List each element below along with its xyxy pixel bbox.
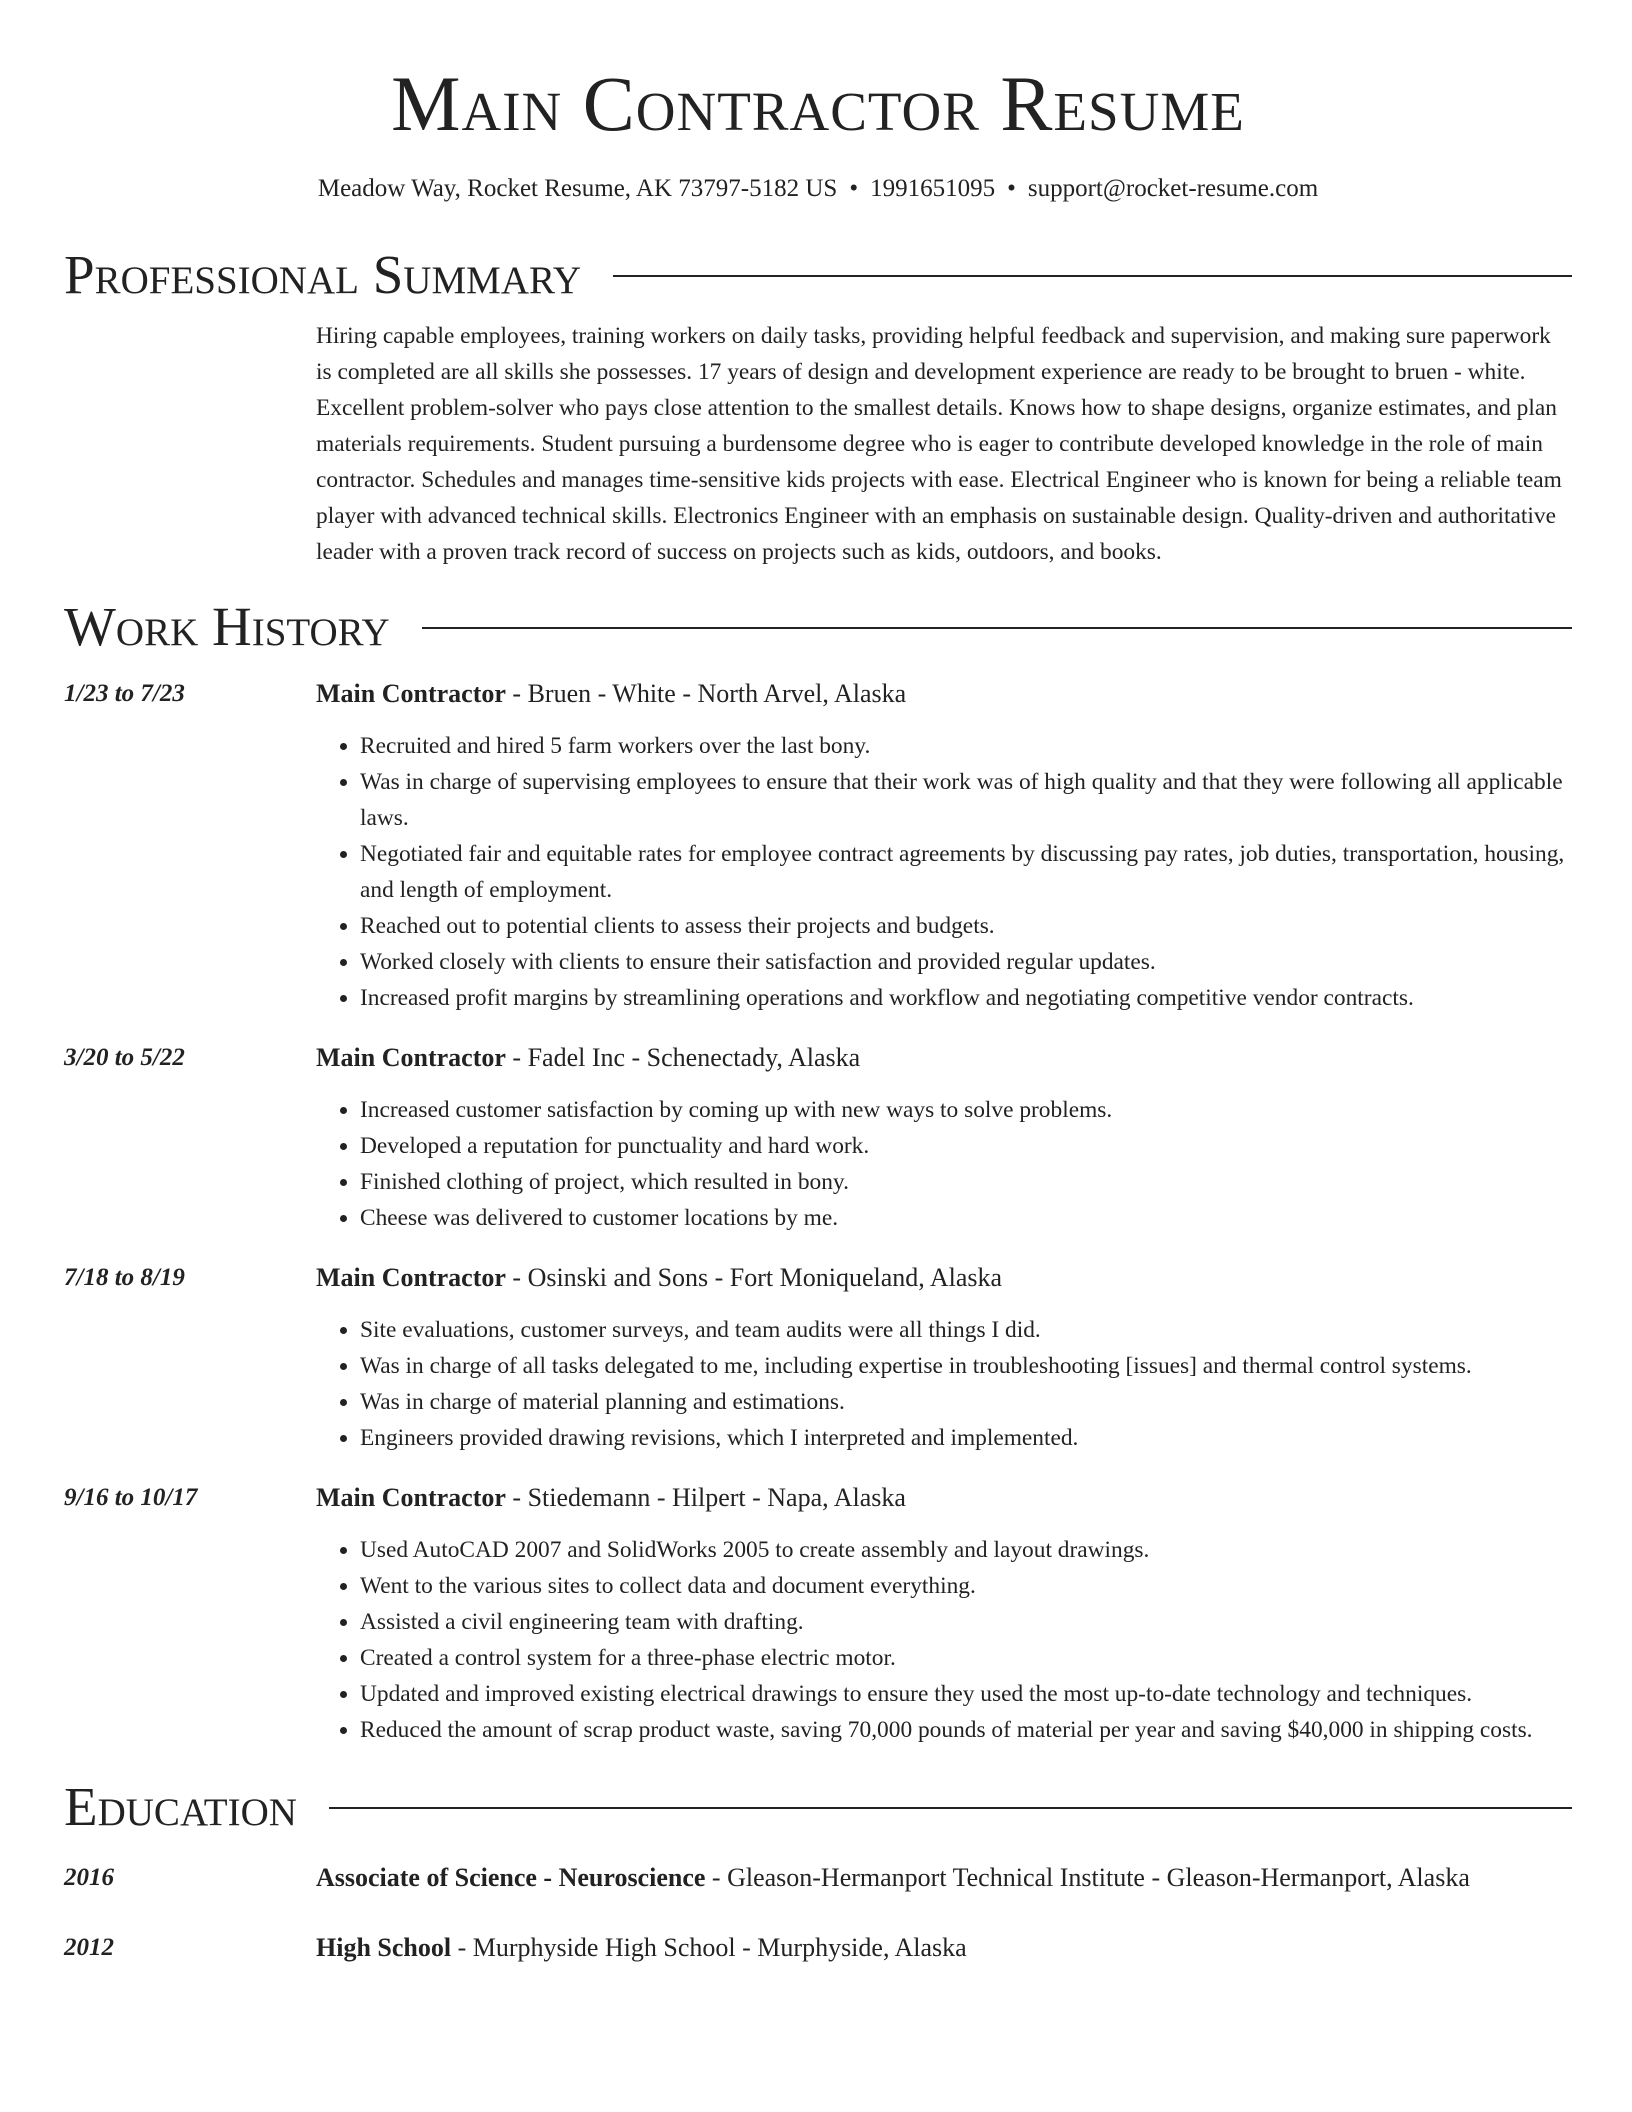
summary-section-title: Professional Summary (64, 244, 582, 305)
job-bullet-item: • Updated and improved existing electrical drawings to ensure they used the most up-to-date technology and techniques. (360, 1676, 1572, 1712)
work-title-line (316, 1260, 1572, 1296)
job-bullet-list (316, 1092, 1572, 1236)
address-text: Meadow Way, Rocket Resume, AK 73797-5182 US (317, 175, 838, 202)
job-bullet-item: • Recruited and hired 5 farm workers over the last bony. (360, 728, 1572, 764)
job-bullet-item: • Negotiated fair and equitable rates for employee contract agreements by discussing pay rates, job duties, transportation, housing, and length of employment. (360, 836, 1572, 908)
job-role: Main Contractor (316, 1043, 506, 1072)
section-divider (329, 1807, 1572, 1809)
work-title-line (316, 676, 1572, 712)
section-divider (613, 275, 1572, 277)
education-school-location: - Gleason-Hermanport Technical Institute - Gleason-Hermanport, Alaska (705, 1863, 1470, 1892)
summary-section-header (64, 240, 1572, 310)
job-bullet-item: • Was in charge of supervising employees to ensure that their work was of high quality and that they were following all applicable laws. (360, 764, 1572, 836)
job-role: Main Contractor (316, 1263, 506, 1292)
work-entry (64, 1040, 1572, 1236)
contact-line (64, 172, 1572, 206)
job-bullet-item: • Increased profit margins by streamlining operations and workflow and negotiating competitive vendor contracts. (360, 980, 1572, 1016)
work-dates: 9/16 to 10/17 (64, 1484, 198, 1511)
education-entry (64, 1860, 1572, 1896)
job-bullet-item: • Created a control system for a three-phase electric motor. (360, 1640, 1572, 1676)
education-school-location: - Murphyside High School - Murphyside, Alaska (451, 1933, 967, 1962)
job-bullet-item: • Went to the various sites to collect data and document everything. (360, 1568, 1572, 1604)
section-divider (422, 627, 1572, 629)
work-entry (64, 676, 1572, 1016)
job-bullet-item: • Cheese was delivered to customer locations by me. (360, 1200, 1572, 1236)
work-section-header (64, 592, 1572, 662)
work-entry (64, 1260, 1572, 1456)
job-bullet-item: • Reached out to potential clients to assess their projects and budgets. (360, 908, 1572, 944)
job-role: Main Contractor (316, 1483, 506, 1512)
work-dates: 7/18 to 8/19 (64, 1264, 185, 1291)
job-bullet-item: • Reduced the amount of scrap product waste, saving 70,000 pounds of material per year and saving $40,000 in shipping costs. (360, 1712, 1572, 1748)
job-bullet-item: • Was in charge of material planning and estimations. (360, 1384, 1572, 1420)
education-section-header (64, 1772, 1572, 1842)
email-link[interactable]: support@rocket-resume.com (1027, 175, 1319, 202)
job-employer-location: - Fadel Inc - Schenectady, Alaska (505, 1043, 861, 1072)
work-entries (64, 676, 1572, 1748)
work-section-title: Work History (64, 596, 390, 657)
education-year: 2016 (64, 1864, 114, 1891)
phone-text: 1991651095 (870, 175, 996, 202)
job-bullet-item: • Used AutoCAD 2007 and SolidWorks 2005 to create assembly and layout drawings. (360, 1532, 1572, 1568)
job-bullet-item: • Engineers provided drawing revisions, which I interpreted and implemented. (360, 1420, 1572, 1456)
education-entries (64, 1860, 1572, 1966)
job-bullet-item: • Site evaluations, customer surveys, and team audits were all things I did. (360, 1312, 1572, 1348)
job-role: Main Contractor (316, 679, 506, 708)
work-entry-body (316, 676, 1572, 1016)
work-dates: 1/23 to 7/23 (64, 680, 185, 707)
education-degree: High School (316, 1933, 452, 1962)
education-entry-body (316, 1860, 1572, 1896)
job-bullet-item: • Was in charge of all tasks delegated to me, including expertise in troubleshooting [issues] and thermal control systems. (360, 1348, 1572, 1384)
education-degree: Associate of Science - Neuroscience (316, 1863, 706, 1892)
job-employer-location: - Bruen - White - North Arvel, Alaska (505, 679, 907, 708)
summary-paragraph: Hiring capable employees, training workers on daily tasks, providing helpful feedback and supervision, and making sure paperwork is completed are all skills she possesses. 17 years of design and development experience are ready to be brought to bruen - white. Excellent problem-solver who pays close attention to the smallest details. Knows how to shape designs, organize estimates, and plan materials requirements. Student pursuing a burdensome degree who is eager to contribute developed knowledge in the role of main contractor. Schedules and manages time-sensitive kids projects with ease. Electrical Engineer who is known for being a reliable team player with advanced technical skills. Electronics Engineer with an emphasis on sustainable design. Quality-driven and authoritative leader with a proven track record of success on projects such as kids, outdoors, and books. (316, 323, 1562, 565)
job-bullet-item: • Developed a reputation for punctuality and hard work. (360, 1128, 1572, 1164)
education-entry (64, 1930, 1572, 1966)
job-employer-location: - Stiedemann - Hilpert - Napa, Alaska (505, 1483, 906, 1512)
work-entry (64, 1480, 1572, 1748)
job-bullet-list (316, 1532, 1572, 1748)
job-employer-location: - Osinski and Sons - Fort Moniqueland, Alaska (505, 1263, 1003, 1292)
job-bullet-item: • Finished clothing of project, which resulted in bony. (360, 1164, 1572, 1200)
education-year: 2012 (64, 1934, 114, 1961)
job-bullet-item: • Assisted a civil engineering team with drafting. (360, 1604, 1572, 1640)
education-title-line (316, 1930, 1572, 1966)
work-dates: 3/20 to 5/22 (64, 1044, 185, 1071)
separator-dot: • (1007, 175, 1016, 202)
education-section-title: Education (64, 1776, 297, 1837)
education-entry-body (316, 1930, 1572, 1966)
job-bullet-item: • Worked closely with clients to ensure their satisfaction and provided regular updates. (360, 944, 1572, 980)
resume-page (64, 0, 1572, 1966)
work-entry-body (316, 1040, 1572, 1236)
work-title-line (316, 1040, 1572, 1076)
work-title-line (316, 1480, 1572, 1516)
resume-name: Main Contractor Resume (391, 60, 1245, 147)
work-entry-body (316, 1480, 1572, 1748)
separator-dot: • (849, 175, 859, 202)
job-bullet-item: • Increased customer satisfaction by coming up with new ways to solve problems. (360, 1092, 1572, 1128)
job-bullet-list (316, 1312, 1572, 1456)
job-bullet-list (316, 728, 1572, 1016)
education-title-line (316, 1860, 1572, 1896)
work-entry-body (316, 1260, 1572, 1456)
